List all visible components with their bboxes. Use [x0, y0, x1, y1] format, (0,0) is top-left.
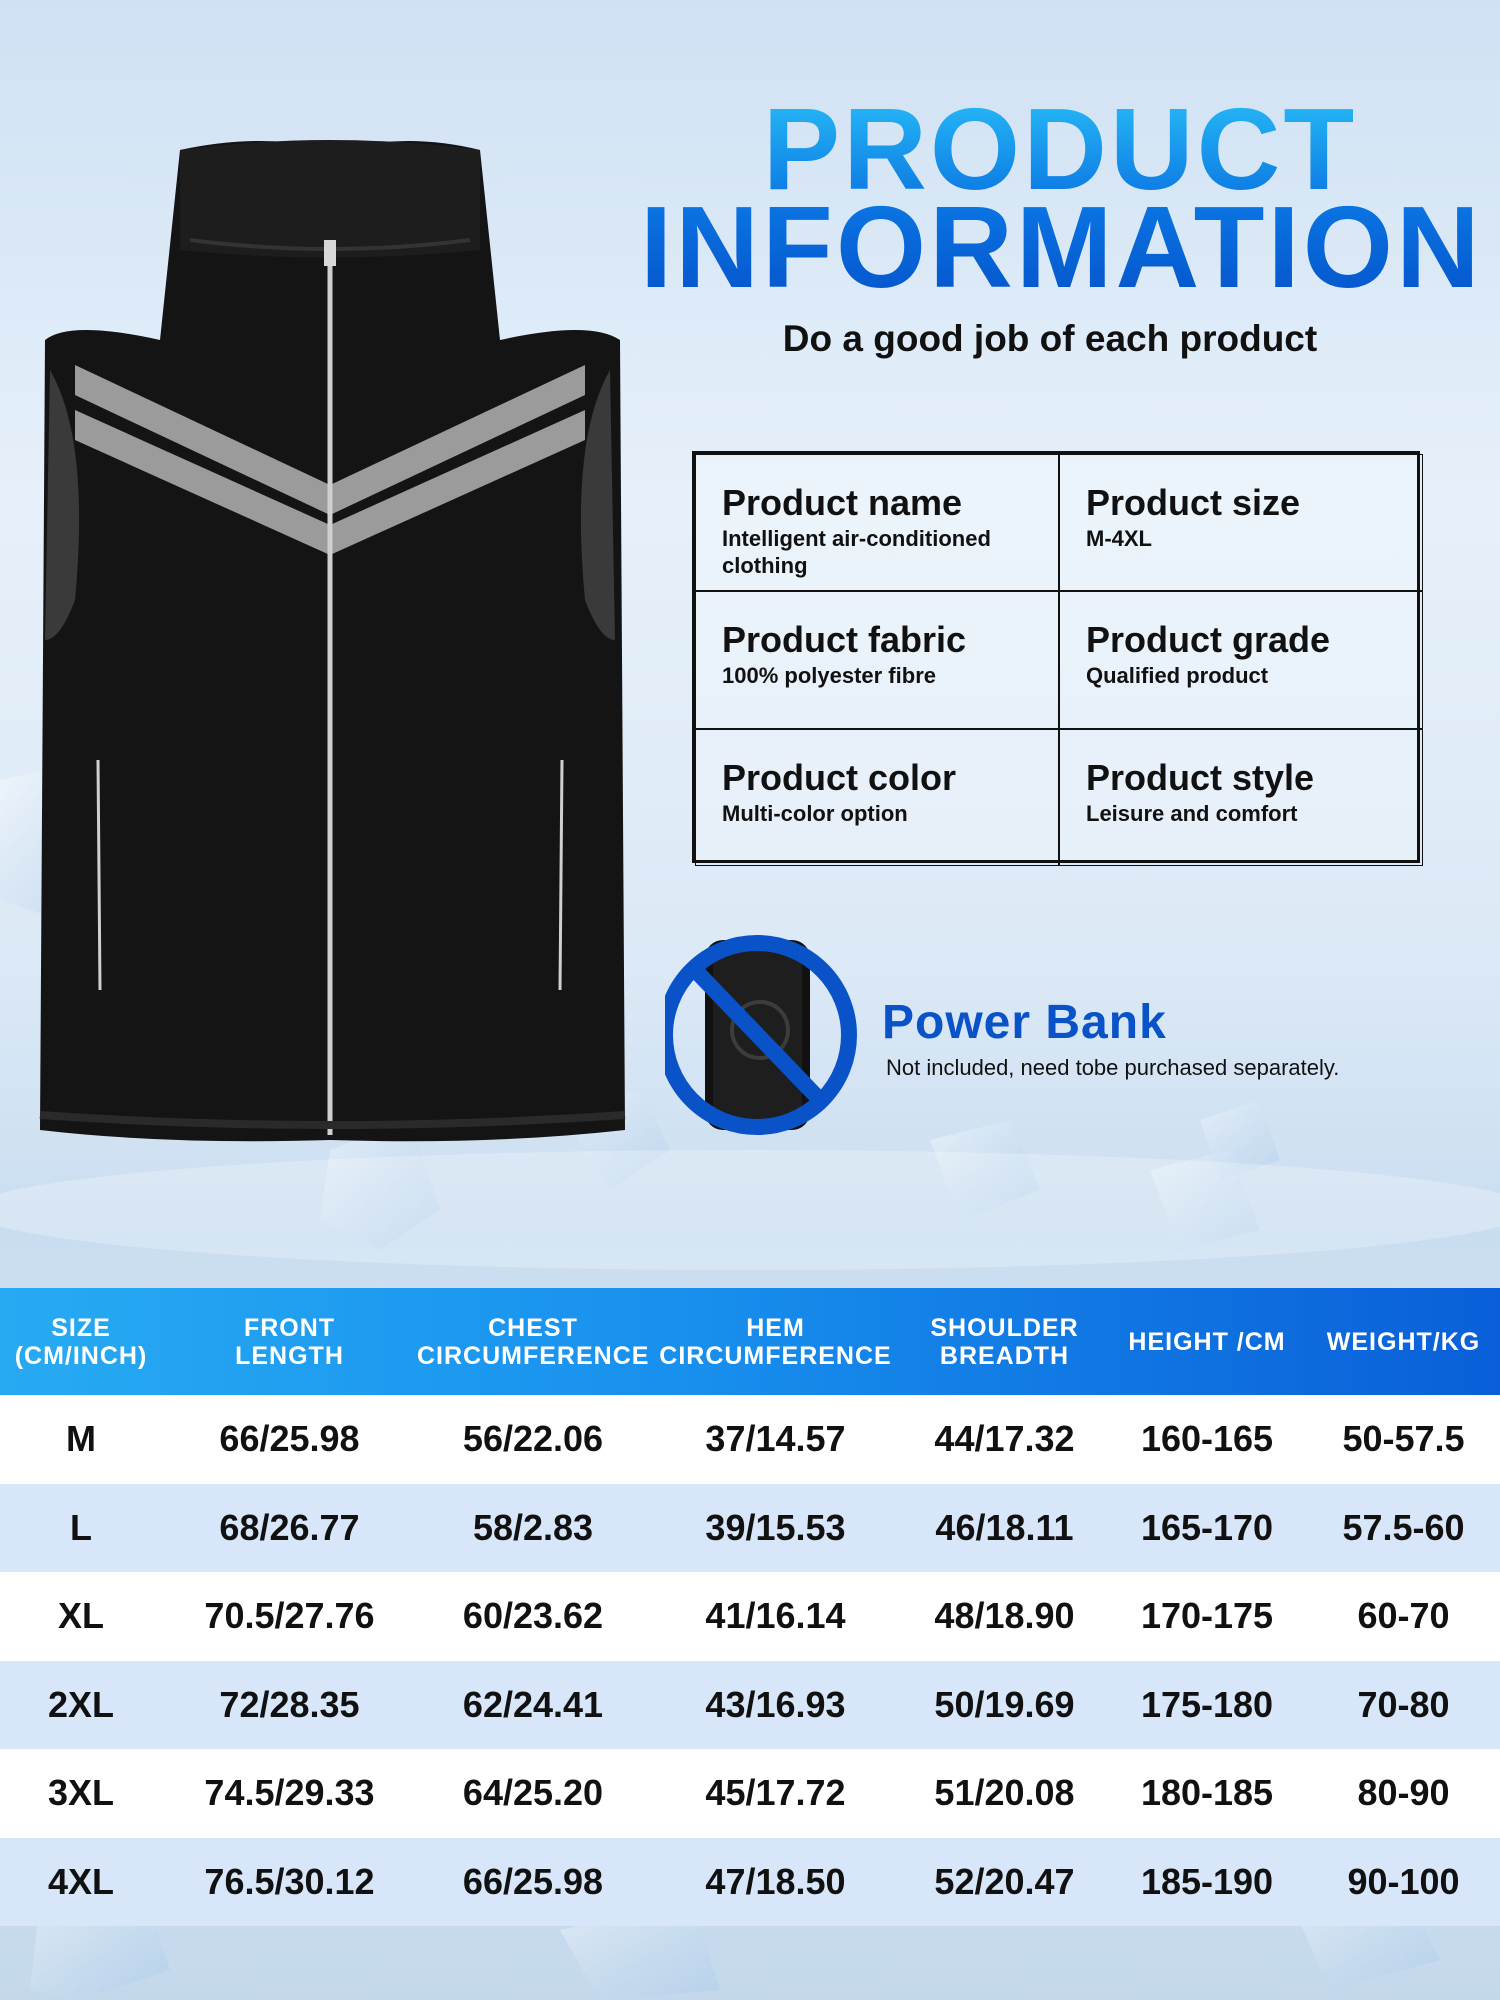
- table-cell: 160-165: [1140, 1418, 1274, 1460]
- table-cell: 47/18.50: [705, 1860, 846, 1902]
- table-cell: 60-70: [1357, 1595, 1450, 1637]
- table-cell: 66/25.98: [462, 1860, 604, 1902]
- table-cell: 185-190: [1140, 1860, 1274, 1902]
- table-row: [0, 1484, 1500, 1573]
- info-cell-color: [695, 729, 1059, 866]
- table-cell: 80-90: [1357, 1772, 1450, 1814]
- header-chest-circumference: CHEST CIRCUMFERENCE: [417, 1313, 650, 1370]
- table-row: [0, 1749, 1500, 1838]
- table-cell: 180-185: [1140, 1772, 1274, 1814]
- table-cell: XL: [57, 1595, 104, 1637]
- table-cell: 66/25.98: [219, 1418, 360, 1460]
- table-cell: 3XL: [47, 1772, 115, 1814]
- info-label: Product fabric: [722, 619, 967, 661]
- table-row: [0, 1838, 1500, 1927]
- info-cell-size: [1059, 454, 1423, 591]
- title-line-2: INFORMATION: [640, 182, 1483, 312]
- table-cell: 74.5/29.33: [204, 1772, 375, 1814]
- header-hem-circumference: HEM CIRCUMFERENCE: [659, 1313, 892, 1370]
- table-cell: 56/22.06: [462, 1418, 604, 1460]
- table-header-row: [0, 1288, 1500, 1395]
- info-value: Qualified product: [1086, 663, 1269, 689]
- table-cell: 43/16.93: [705, 1683, 846, 1725]
- table-cell: 90-100: [1347, 1860, 1460, 1902]
- info-label: Product size: [1086, 482, 1301, 523]
- info-value: Intelligent air-conditioned clothing: [722, 526, 991, 578]
- table-cell: M: [66, 1418, 96, 1460]
- table-cell: 58/2.83: [472, 1506, 594, 1548]
- info-cell-fabric: [695, 591, 1059, 728]
- table-cell: 68/26.77: [219, 1506, 360, 1548]
- table-cell: 50-57.5: [1342, 1418, 1465, 1460]
- table-cell: L: [70, 1506, 92, 1548]
- info-cell-grade: [1059, 591, 1423, 728]
- table-row: [0, 1572, 1500, 1661]
- info-label: Product name: [722, 482, 963, 523]
- power-bank-note: Not included, need tobe purchased separately.: [886, 1055, 1340, 1080]
- table-row: [0, 1395, 1500, 1484]
- page-title: [640, 84, 1483, 312]
- info-cell-name: [695, 454, 1059, 591]
- table-cell: 64/25.20: [462, 1772, 604, 1814]
- vest-image: [30, 140, 630, 1150]
- title-line-1: PRODUCT: [762, 84, 1358, 214]
- table-cell: 70-80: [1357, 1683, 1450, 1725]
- header-size: SIZE (CM/INCH): [14, 1313, 148, 1370]
- info-label: Product style: [1086, 756, 1315, 798]
- info-value: Leisure and comfort: [1086, 800, 1298, 826]
- table-cell: 51/20.08: [934, 1772, 1075, 1814]
- table-cell: 48/18.90: [934, 1595, 1075, 1637]
- size-chart-table: [0, 1288, 1500, 1926]
- power-bank-prohibited-icon: [665, 930, 865, 1140]
- power-bank-title: Power Bank: [882, 996, 1167, 1049]
- info-label: Product color: [722, 756, 957, 798]
- header-height: HEIGHT /CM: [1128, 1327, 1286, 1356]
- table-cell: 76.5/30.12: [204, 1860, 375, 1902]
- table-cell: 52/20.47: [934, 1860, 1075, 1902]
- info-value: 100% polyester fibre: [722, 663, 936, 689]
- table-cell: 50/19.69: [934, 1683, 1075, 1725]
- header-shoulder-breadth: SHOULDER BREADTH: [930, 1313, 1079, 1370]
- table-cell: 60/23.62: [462, 1595, 604, 1637]
- table-cell: 57.5-60: [1342, 1506, 1465, 1548]
- table-cell: 4XL: [47, 1860, 115, 1902]
- table-row: [0, 1661, 1500, 1750]
- table-cell: 41/16.14: [705, 1595, 846, 1637]
- table-cell: 44/17.32: [934, 1418, 1075, 1460]
- table-cell: 37/14.57: [705, 1418, 846, 1460]
- table-cell: 39/15.53: [705, 1506, 846, 1548]
- table-cell: 72/28.35: [219, 1683, 360, 1725]
- info-label: Product grade: [1086, 619, 1331, 661]
- info-value: M-4XL: [1086, 526, 1152, 551]
- header-weight: WEIGHT/KG: [1326, 1327, 1481, 1356]
- table-cell: 62/24.41: [462, 1683, 604, 1725]
- table-cell: 45/17.72: [705, 1772, 846, 1814]
- table-cell: 70.5/27.76: [204, 1595, 375, 1637]
- product-info-grid: [692, 451, 1420, 863]
- table-cell: 170-175: [1140, 1595, 1274, 1637]
- table-cell: 175-180: [1140, 1683, 1274, 1725]
- table-cell: 165-170: [1140, 1506, 1274, 1548]
- table-cell: 46/18.11: [935, 1506, 1074, 1548]
- page-subtitle: Do a good job of each product: [782, 318, 1318, 359]
- table-cell: 2XL: [47, 1683, 115, 1725]
- header-front-length: FRONT LENGTH: [235, 1313, 344, 1370]
- info-value: Multi-color option: [722, 800, 908, 826]
- info-cell-style: [1059, 729, 1423, 866]
